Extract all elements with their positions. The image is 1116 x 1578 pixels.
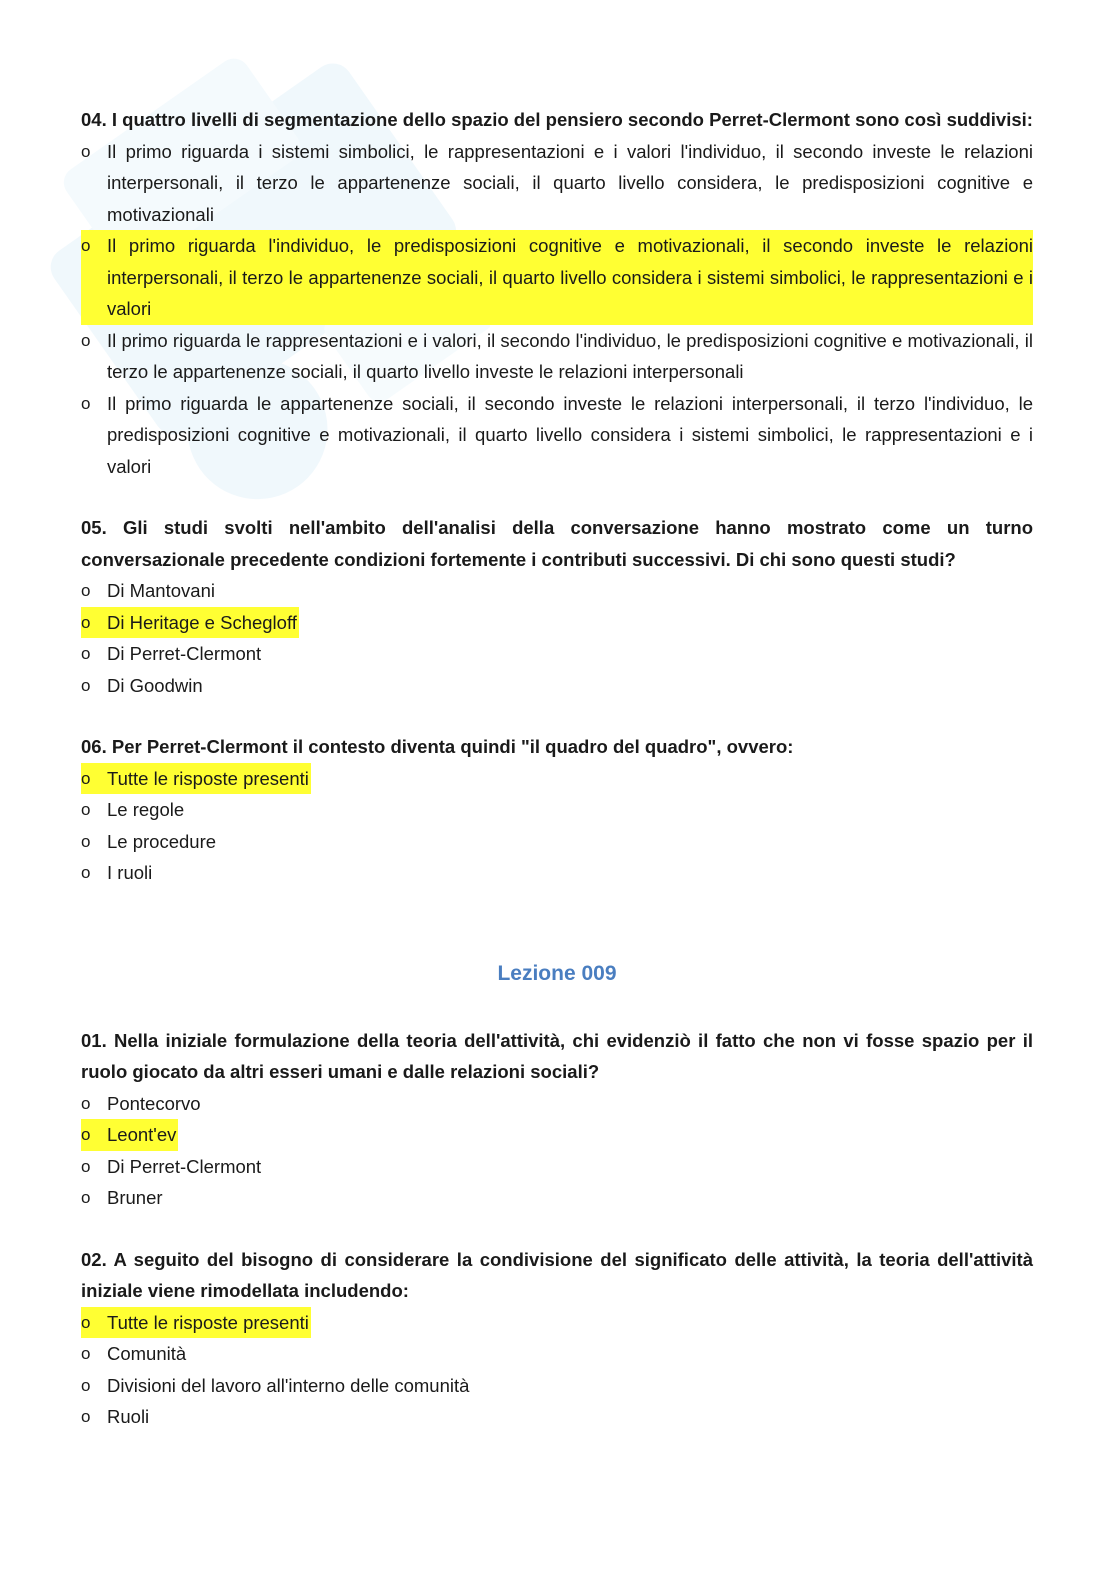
bullet-icon: o <box>81 1407 91 1426</box>
bullet-icon: o <box>81 1375 91 1395</box>
option-text: Il primo riguarda le appartenenze sociali, il secondo investe le relazioni interpersonali, il terzo l'individuo, le predisposizioni cognitive e motivazionali, il quarto livello considera i sistemi simbolici, le rappresentazioni e i valori <box>107 392 1033 477</box>
bullet-icon: o <box>81 1312 91 1332</box>
question-text: 06. Per Perret-Clermont il contesto diventa quindi "il quadro del quadro", ovvero: <box>81 736 794 757</box>
answer-option[interactable] <box>81 1151 1033 1183</box>
answer-option[interactable] <box>81 1370 1033 1402</box>
lesson-title: Lezione 009 <box>497 961 617 985</box>
answer-option[interactable] <box>81 670 1033 702</box>
answer-option[interactable] <box>81 1401 1033 1433</box>
question-06 <box>81 731 1033 889</box>
answer-option-correct[interactable] <box>81 763 311 795</box>
bullet-icon: o <box>81 800 91 819</box>
bullet-icon: o <box>81 1093 91 1113</box>
question-04 <box>81 104 1033 482</box>
answer-option[interactable] <box>81 575 1033 607</box>
option-text: Leont'ev <box>107 1124 177 1145</box>
question-01 <box>81 1025 1033 1214</box>
question-text: 04. I quattro livelli di segmentazione dello spazio del pensiero secondo Perret-Clermont sono così suddivisi: <box>81 109 1033 130</box>
document-content <box>81 104 1033 1463</box>
question-text: 05. Gli studi svolti nell'ambito dell'analisi della conversazione hanno mostrato come un turno conversazionale precedente condizioni fortemente i contributi successivi. Di chi sono questi studi? <box>81 517 1033 570</box>
answer-options <box>81 136 1033 483</box>
bullet-icon: o <box>81 1344 91 1363</box>
answer-option[interactable] <box>81 1088 1033 1120</box>
option-text: Di Goodwin <box>107 674 203 696</box>
option-text: Tutte le risposte presenti <box>107 1311 309 1333</box>
option-text: Di Perret-Clermont <box>107 1155 262 1177</box>
option-text: Il primo riguarda l'individuo, le predisposizioni cognitive e motivazionali, il secondo investe le relazioni interpersonali, il terzo le appartenenze sociali, il quarto livello considera i sistemi simbolici, le rappresentazioni e i valori <box>107 235 1033 319</box>
answer-row <box>81 1119 1033 1151</box>
bullet-icon: o <box>81 330 91 350</box>
answer-row <box>81 763 1033 795</box>
answer-option[interactable] <box>81 857 1033 889</box>
answer-option[interactable] <box>81 1338 1033 1370</box>
answer-row <box>81 607 1033 639</box>
answer-option[interactable] <box>81 325 1033 388</box>
bullet-icon: o <box>81 644 91 663</box>
bullet-icon: o <box>81 236 91 255</box>
answer-option-correct[interactable] <box>81 1119 178 1151</box>
option-text: Pontecorvo <box>107 1092 201 1114</box>
answer-option-correct[interactable] <box>81 230 1033 325</box>
option-text: Di Mantovani <box>107 580 215 601</box>
bullet-icon: o <box>81 768 91 788</box>
bullet-icon: o <box>81 1156 91 1176</box>
bullet-icon: o <box>81 863 91 882</box>
answer-option[interactable] <box>81 794 1033 826</box>
option-text: Le regole <box>107 799 185 820</box>
answer-options <box>81 1088 1033 1214</box>
answer-option-correct[interactable] <box>81 607 299 639</box>
answer-options <box>81 1307 1033 1433</box>
answer-option-correct[interactable] <box>81 1307 311 1339</box>
option-text: Tutte le risposte presenti <box>107 767 309 789</box>
question-text: 02. A seguito del bisogno di considerare la condivisione del significato delle attività, la teoria dell'attività iniziale viene rimodellata includendo: <box>81 1248 1033 1301</box>
option-text: Divisioni del lavoro all'interno delle comunità <box>107 1374 470 1396</box>
answer-option[interactable] <box>81 1182 1033 1214</box>
option-text: Le procedure <box>107 830 217 852</box>
question-text: 01. Nella iniziale formulazione della teoria dell'attività, chi evidenziò il fatto che non vi fosse spazio per il ruolo giocato da altri esseri umani e dalle relazioni sociali? <box>81 1029 1033 1082</box>
bullet-icon: o <box>81 612 91 632</box>
bullet-icon: o <box>81 581 91 600</box>
bullet-icon: o <box>81 393 91 413</box>
answer-option[interactable] <box>81 826 1033 858</box>
bullet-icon: o <box>81 675 91 695</box>
question-02 <box>81 1244 1033 1433</box>
option-text: Il primo riguarda i sistemi simbolici, le rappresentazioni e i valori l'individuo, il secondo investe le relazioni interpersonali, il terzo le appartenenze sociali, il quarto livello considera, le predisposizioni cognitive e motivazionali <box>107 140 1033 225</box>
answer-options <box>81 763 1033 889</box>
bullet-icon: o <box>81 1188 91 1207</box>
option-text: Comunità <box>107 1343 187 1364</box>
answer-option[interactable] <box>81 638 1033 670</box>
option-text: Di Perret-Clermont <box>107 643 262 664</box>
bullet-icon: o <box>81 141 91 161</box>
option-text: Ruoli <box>107 1406 150 1427</box>
bullet-icon: o <box>81 1125 91 1144</box>
option-text: Il primo riguarda le rappresentazioni e i valori, il secondo l'individuo, le predisposizioni cognitive e motivazionali, il terzo le appartenenze sociali, il quarto livello investe le relazioni interpersonali <box>107 329 1033 382</box>
answer-options <box>81 575 1033 701</box>
answer-row <box>81 1307 1033 1339</box>
option-text: Bruner <box>107 1187 163 1208</box>
answer-option[interactable] <box>81 136 1033 231</box>
question-05 <box>81 512 1033 701</box>
bullet-icon: o <box>81 831 91 851</box>
option-text: I ruoli <box>107 862 153 883</box>
answer-option[interactable] <box>81 388 1033 483</box>
option-text: Di Heritage e Schegloff <box>107 611 297 633</box>
